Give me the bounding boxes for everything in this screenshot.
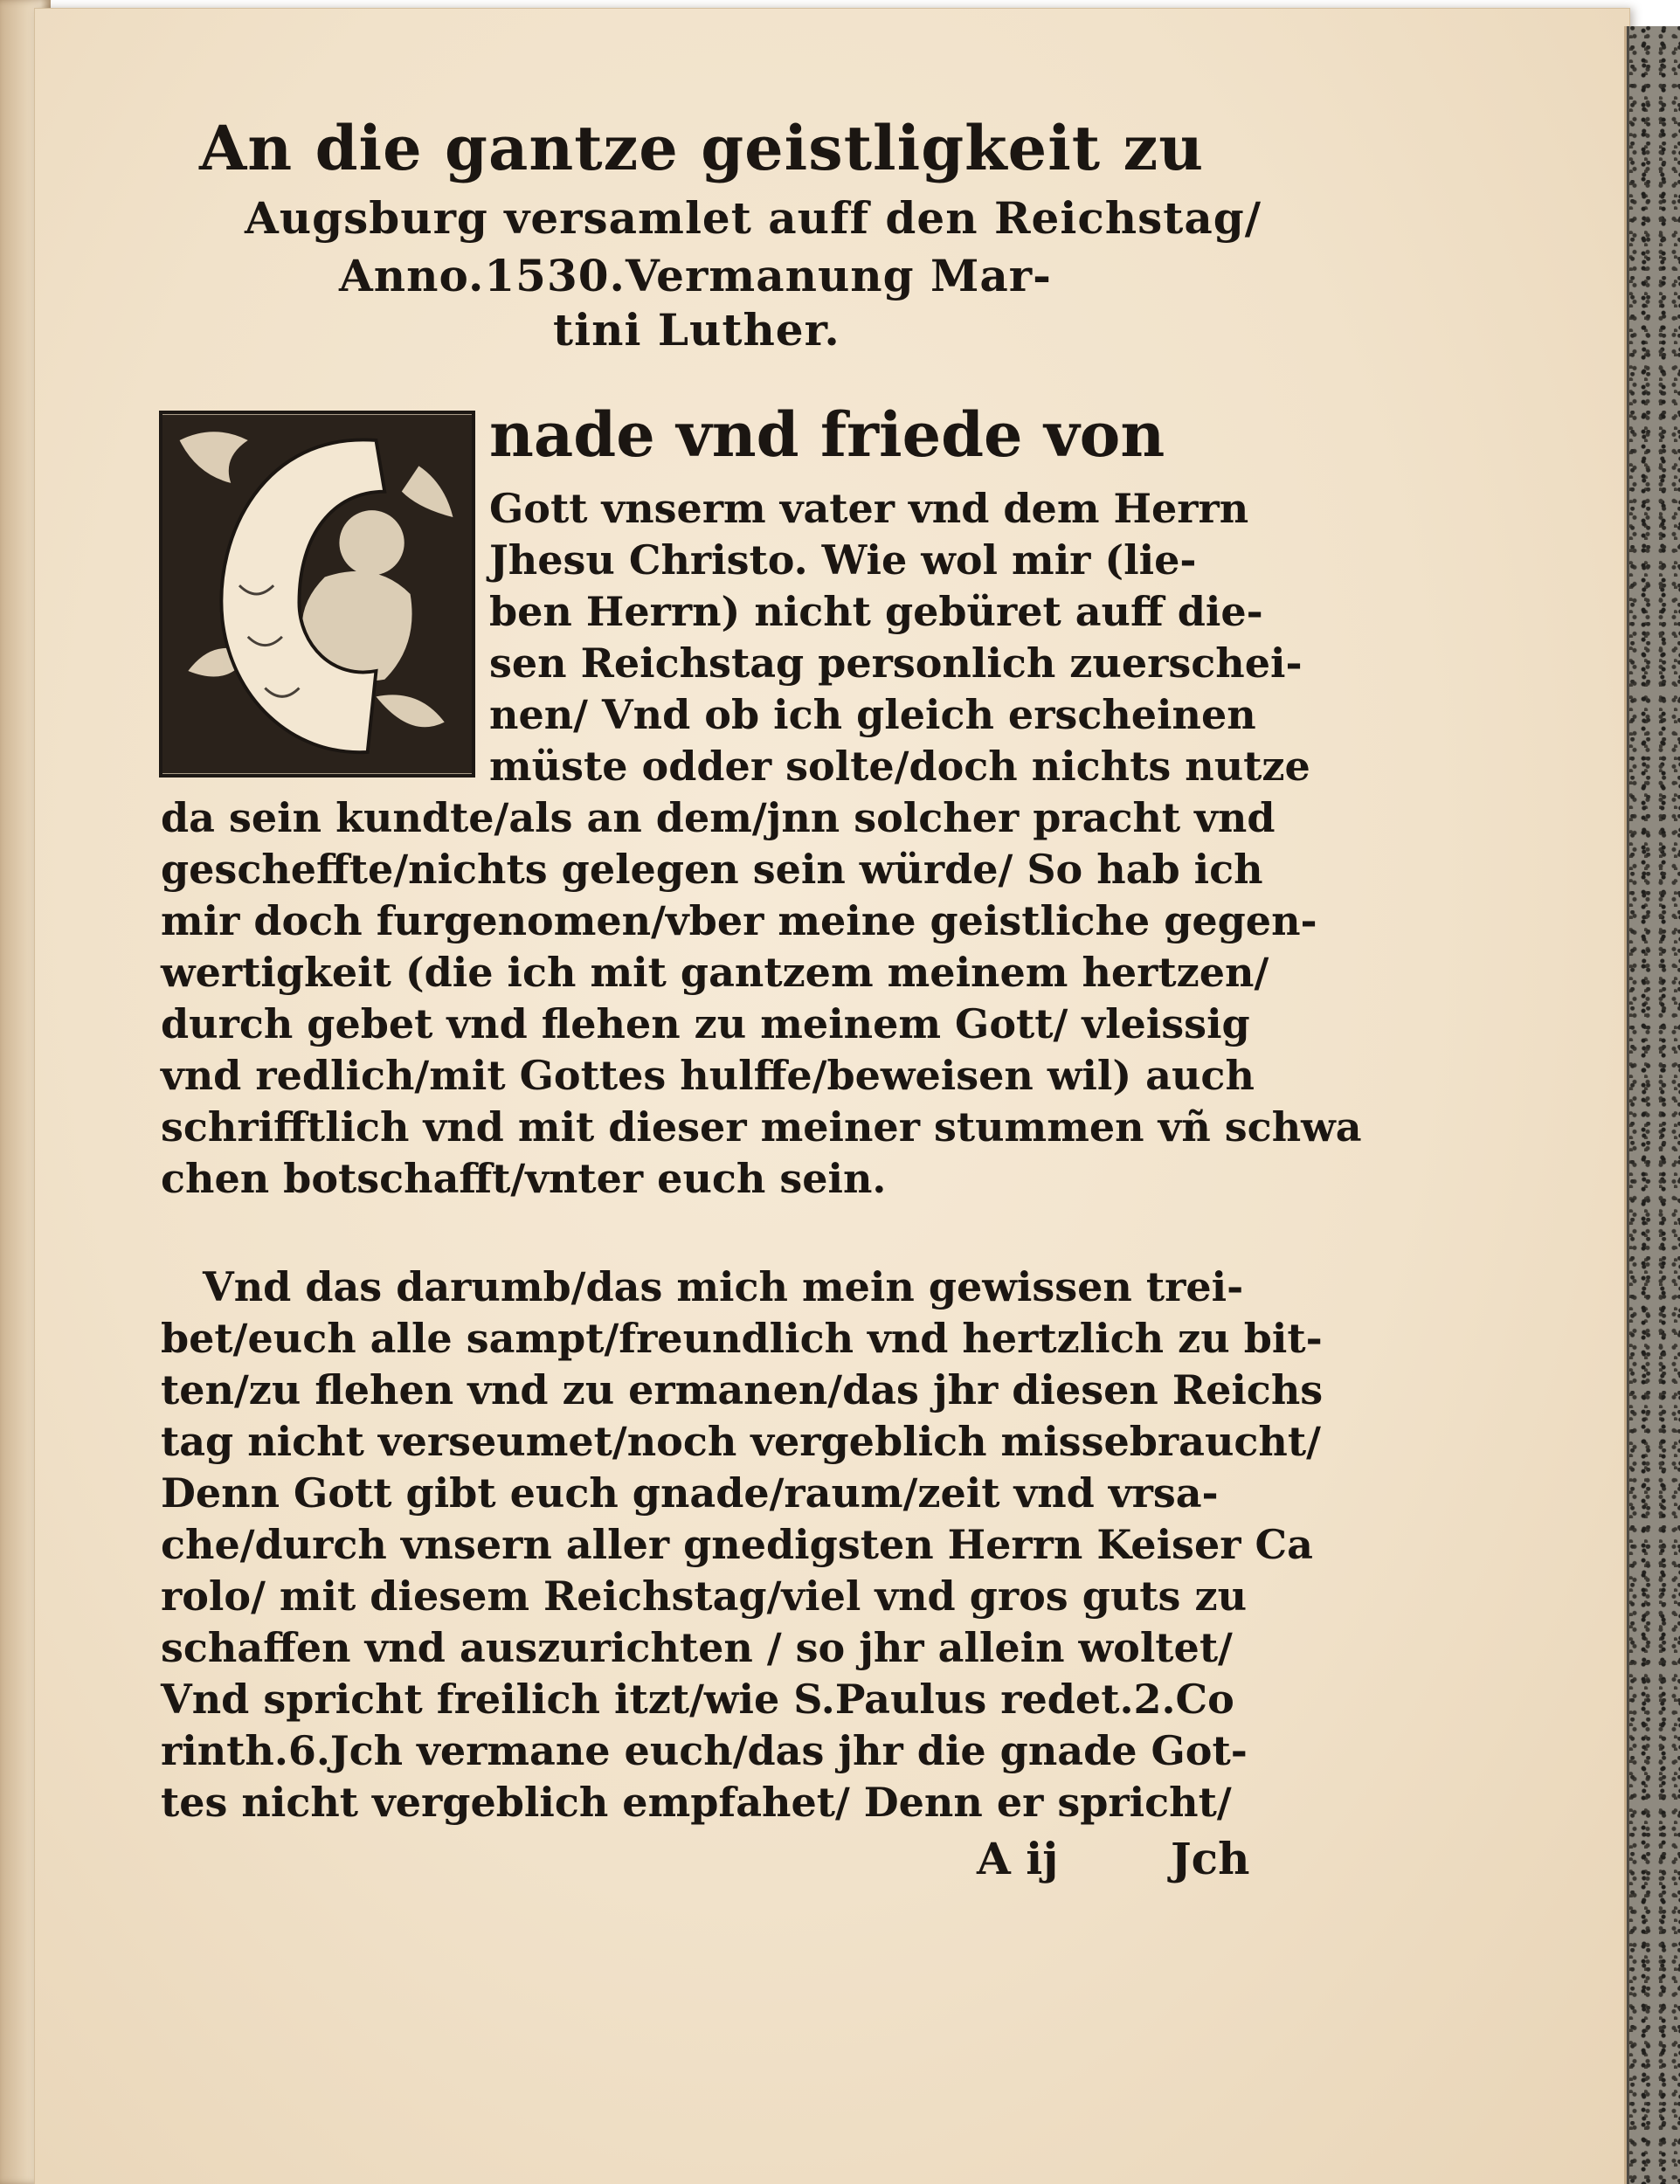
text-line: vnd redlich/mit Gottes hulffe/beweisen wil) auch [161, 1052, 1255, 1099]
title-line-3: Anno.1530.Vermanung Mar- [339, 250, 1052, 301]
title-line-4: tini Luther. [553, 304, 840, 356]
text-line: Denn Gott gibt euch gnade/raum/zeit vnd vrsa- [161, 1469, 1219, 1517]
title-line-1: An die gantze geistligkeit zu [199, 112, 1205, 184]
text-line: tag nicht verseumet/noch vergeblich missebraucht/ [161, 1418, 1321, 1465]
text-line: schrifftlich vnd mit dieser meiner stummen vñ schwa [161, 1103, 1362, 1151]
text-line: nen/ Vnd ob ich gleich erscheinen [489, 691, 1256, 738]
text-line: che/durch vnsern aller gnedigsten Herrn Keiser Ca [161, 1521, 1313, 1568]
text-line: Gott vnserm vater vnd dem Herrn [489, 485, 1249, 532]
text-line: müste odder solte/doch nichts nutze [489, 743, 1310, 790]
text-line: ten/zu flehen vnd zu ermanen/das jhr diesen Reichs [161, 1366, 1324, 1413]
text-line: da sein kundte/als an dem/jnn solcher pracht vnd [161, 794, 1276, 841]
text-line: chen botschafft/vnter euch sein. [161, 1155, 887, 1202]
text-line: rolo/ mit diesem Reichstag/viel vnd gros guts zu [161, 1572, 1248, 1620]
text-line: durch gebet vnd flehen zu meinem Gott/ vleissig [161, 1000, 1250, 1047]
woodcut-initial-g [159, 411, 475, 778]
text-line: schaffen vnd auszurichten / so jhr allein woltet/ [161, 1624, 1233, 1671]
signature-mark: A ij [977, 1833, 1059, 1884]
catchword: Jch [1171, 1833, 1250, 1884]
text-line: rinth.6.Jch vermane euch/das jhr die gnade Got- [161, 1727, 1248, 1774]
text-line: bet/euch alle sampt/freundlich vnd hertzlich zu bit- [161, 1315, 1323, 1362]
text-line: wertigkeit (die ich mit gantzem meinem hertzen/ [161, 949, 1269, 996]
text-line: sen Reichstag personlich zuerschei- [489, 639, 1303, 687]
text-line: tes nicht vergeblich empfahet/ Denn er spricht/ [161, 1779, 1232, 1826]
text-line: nade vnd friede von [489, 398, 1165, 471]
title-line-2: Augsburg versamlet auff den Reichstag/ [245, 192, 1262, 244]
text-line: Vnd spricht freilich itzt/wie S.Paulus redet.2.Co [161, 1676, 1234, 1723]
text-line: mir doch furgenomen/vber meine geistliche gegen- [161, 897, 1317, 944]
text-line: ben Herrn) nicht gebüret auff die- [489, 588, 1263, 635]
text-line: gescheffte/nichts gelegen sein würde/ So hab ich [161, 846, 1263, 893]
text-line: Vnd das darumb/das mich mein gewissen trei- [203, 1263, 1244, 1310]
text-line: Jhesu Christo. Wie wol mir (lie- [489, 536, 1197, 584]
